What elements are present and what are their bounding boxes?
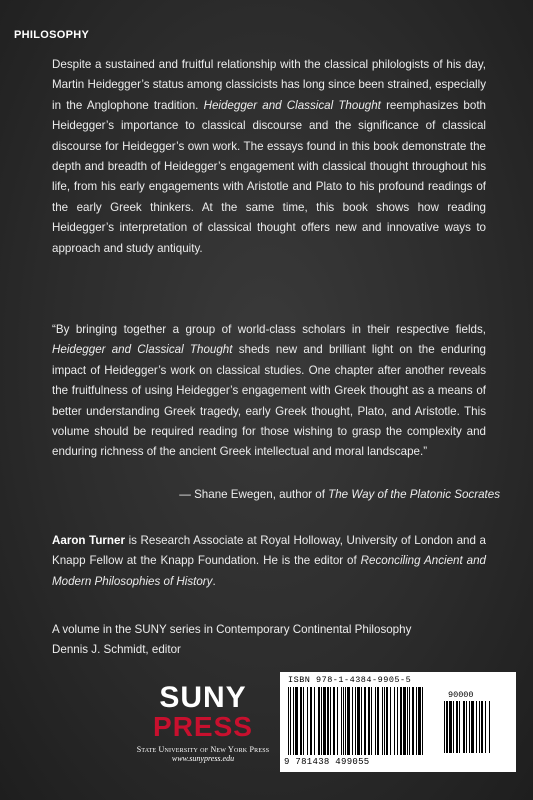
- series-name: A volume in the SUNY series in Contemporary Continental Philosophy: [52, 623, 412, 636]
- series-info: [52, 620, 411, 660]
- publisher-full-name: State University of New York Press: [136, 745, 270, 754]
- quote-attribution: [179, 488, 500, 501]
- author-bio-end: .: [212, 574, 216, 588]
- author-edited-book: Reconciling Ancient and Modern Philosophies of History: [52, 554, 486, 588]
- quote-text-1: “By bringing together a group of world-class scholars in their respective fields,: [52, 323, 486, 336]
- quote-text-2: sheds new and brilliant light on the enduring impact of Heidegger’s work on classical studies. One chapter after another reveals the fruitfulness of using Heidegger’s engagement with Greek thought as a means of better understanding Greek tragedy, early Greek thought, Plato, and Aristotle. This volume should be required reading for those wishing to grasp the complexity and enduring richness of the ancient Greek intellectual and moral landscape.”: [52, 343, 487, 459]
- blurb-book-title: Heidegger and Classical Thought: [203, 98, 381, 112]
- logo-suny: SUNY: [159, 681, 247, 714]
- blurb-text-2: reemphasizes both Heidegger’s importance to classical discourse and the significance of classical discourse for Heidegger’s own work. The essays found in this book demonstrate the depth and breadth of Heidegger’s engagement with classical thought throughout his life, from his early engagements with Aristotle and Plato to his profound readings of the early Greek thinkers. At the same time, this book shows how reading Heidegger’s interpretation of classical thought offers new and innovative ways to approach and study antiquity.: [52, 98, 486, 255]
- category-label: PHILOSOPHY: [14, 29, 90, 41]
- attribution-book: The Way of the Platonic Socrates: [328, 488, 500, 501]
- isbn-label: ISBN 978-1-4384-9905-5: [288, 675, 412, 685]
- ean-barcode-bars: [288, 687, 438, 757]
- series-editor: Dennis J. Schmidt, editor: [52, 643, 181, 656]
- endorsement-quote: [52, 320, 486, 463]
- publisher-website: www.sunypress.edu: [171, 754, 235, 763]
- publisher-logo: [108, 683, 298, 763]
- ean-digits: 9 781438 499055: [284, 757, 370, 767]
- barcode: [280, 672, 516, 772]
- attribution-prefix: — Shane Ewegen, author of: [179, 488, 329, 501]
- author-bio: [52, 531, 486, 592]
- book-blurb: [52, 55, 486, 259]
- logo-press: PRESS: [153, 711, 253, 742]
- blurb-text-1: Despite a sustained and fruitful relationship with the classical philologists of his day, Martin Heidegger’s status among classicists has long since been strained, especially in the Anglophone tradition.: [52, 58, 486, 112]
- author-name: Aaron Turner: [52, 534, 125, 547]
- author-bio-text: is Research Associate at Royal Holloway, University of London and a Knapp Fellow at the Knapp Foundation. He is the editor of: [52, 534, 487, 568]
- addon-digits: 90000: [448, 690, 474, 700]
- quote-book-title: Heidegger and Classical Thought: [52, 343, 233, 357]
